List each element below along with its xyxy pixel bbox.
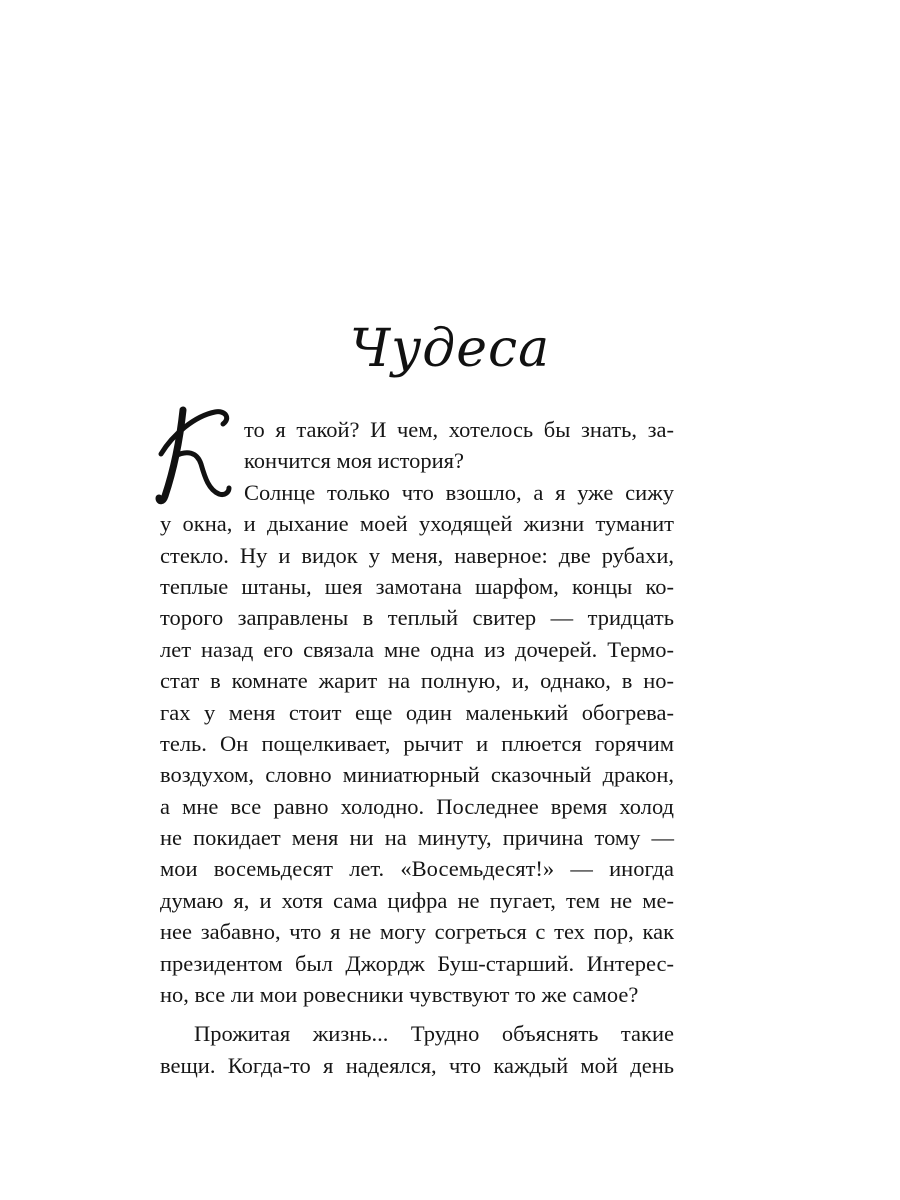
text-line: стекло. Ну и видок у меня, наверное: две рубахи, bbox=[160, 542, 674, 568]
text-line: воздухом, словно миниатюрный сказочный дракон, bbox=[160, 762, 674, 788]
text-line: кончится моя история? bbox=[244, 448, 464, 474]
text-line: не покидает меня ни на минуту, причина тому — bbox=[160, 825, 674, 851]
text-line: но, все ли мои ровесники чувствуют то же самое? bbox=[160, 982, 639, 1008]
text-line: президентом был Джордж Буш-старший. Интерес- bbox=[160, 950, 674, 976]
text-line: Прожитая жизнь... Трудно объяснять такие bbox=[194, 1021, 674, 1047]
text-line: стат в комнате жарит на полную, и, однако, в но- bbox=[160, 668, 674, 694]
text-line: то я такой? И чем, хотелось бы знать, за- bbox=[244, 417, 674, 442]
text-line: теплые штаны, шея замотана шарфом, концы ко- bbox=[160, 573, 674, 599]
text-line: Солнце только что взошло, а я уже сижу bbox=[244, 479, 674, 505]
text-line: нее забавно, что я не могу согреться с тех пор, как bbox=[160, 919, 674, 945]
body-text bbox=[160, 414, 674, 1081]
text-line: вещи. Когда-то я надеялся, что каждый мой день bbox=[160, 1052, 674, 1078]
text-line: торого заправлены в теплый свитер — тридцать bbox=[160, 605, 674, 631]
chapter-title: Чудеса bbox=[349, 319, 551, 379]
text-line: а мне все равно холодно. Последнее время холод bbox=[160, 793, 674, 819]
text-line: у окна, и дыхание моей уходящей жизни туманит bbox=[160, 511, 674, 537]
text-line: тель. Он пощелкивает, рычит и плюется горячим bbox=[160, 730, 674, 756]
text-line: гах у меня стоит еще один маленький обогрева- bbox=[160, 699, 674, 725]
text-line: думаю я, и хотя сама цифра не пугает, тем не ме- bbox=[160, 887, 674, 913]
text-line: лет назад его связала мне одна из дочерей. Термо- bbox=[160, 636, 674, 662]
paragraph-gap bbox=[160, 1010, 674, 1018]
text-line: мои восемьдесят лет. «Восемьдесят!» — иногда bbox=[160, 856, 674, 882]
